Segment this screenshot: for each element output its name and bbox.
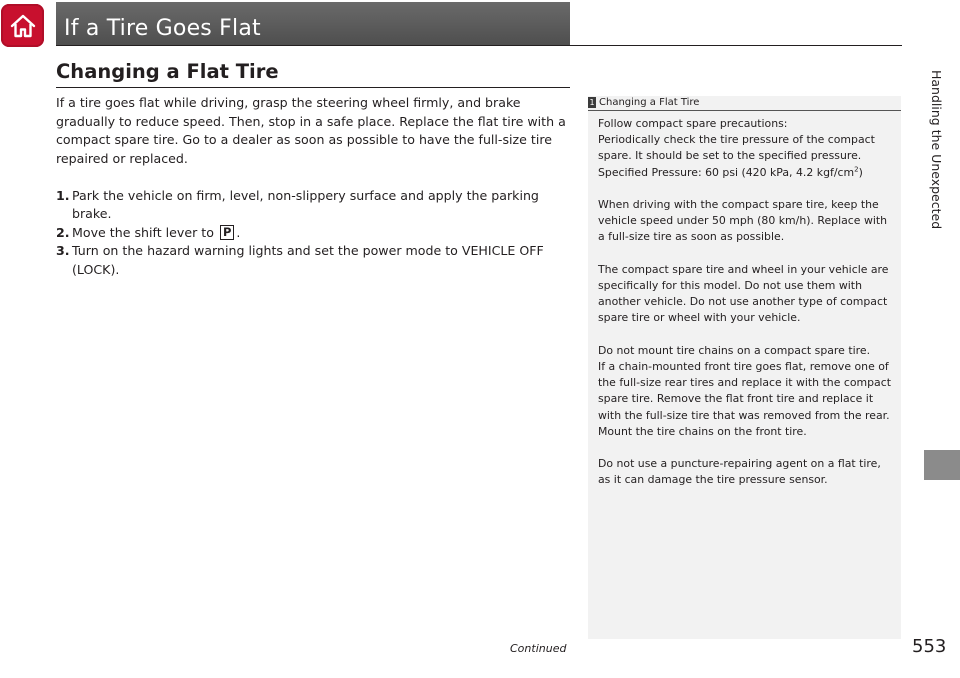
park-key-symbol: P: [220, 225, 234, 240]
home-button[interactable]: [1, 4, 44, 47]
step-item: [56, 242, 572, 279]
side-note-divider: [588, 110, 901, 111]
header-divider: [56, 45, 902, 46]
page-number: 553: [912, 636, 947, 657]
continued-label: Continued: [510, 642, 567, 655]
side-note-body: [598, 116, 894, 505]
note-line: Do not mount tire chains on a compact spare tire.: [598, 343, 871, 357]
step-text: Park the vehicle on firm, level, non-slippery surface and apply the parking brake.: [72, 187, 539, 221]
step-text: Turn on the hazard warning lights and set the power mode to VEHICLE OFF (LOCK).: [72, 243, 544, 277]
step-text-before: Move the shift lever to: [72, 224, 214, 240]
note-paragraph: The compact spare tire and wheel in your vehicle are specifically for this model. Do not use them with another vehicle. Do not use another type of compact spare tire or wheel with your vehicle.: [598, 262, 889, 325]
side-note-header: [588, 96, 901, 110]
note-line: ): [858, 165, 863, 179]
note-paragraph: [598, 116, 894, 181]
section-divider: [56, 87, 570, 88]
step-text: [72, 224, 572, 243]
note-line: Specified Pressure: 60 psi (420 kPa, 4.2 kgf/cm: [598, 165, 855, 179]
note-line: Follow compact spare precautions:: [598, 117, 788, 130]
note-superscript: 2: [854, 164, 859, 173]
step-item: [56, 187, 572, 224]
note-paragraph: When driving with the compact spare tire, keep the vehicle speed under 50 mph (80 km/h). Replace with a full-size tire as soon as possible.: [598, 198, 888, 244]
note-line: Periodically check the tire pressure of the compact spare. It should be set to the specified pressure.: [598, 133, 875, 163]
note-paragraph: [598, 343, 894, 440]
step-number: 2.: [56, 224, 70, 240]
page-title: If a Tire Goes Flat: [64, 16, 261, 41]
note-marker-icon: 1: [589, 98, 595, 107]
intro-paragraph: If a tire goes flat while driving, grasp the steering wheel firmly, and brake gradually to reduce speed. Then, stop in a safe place. Replace the flat tire with a compact spare tire. Go to a dealer as soon as possible to have the full-size tire repaired or replaced.: [56, 95, 566, 166]
side-note-panel: [588, 96, 901, 639]
chapter-side-tab[interactable]: Handling the Unexpected: [929, 70, 944, 230]
note-paragraph: Do not use a puncture-repairing agent on a flat tire, as it can damage the tire pressure sensor.: [598, 457, 881, 487]
step-list: [56, 187, 572, 280]
side-note-title[interactable]: Changing a Flat Tire: [599, 97, 700, 108]
step-number: 1.: [56, 187, 70, 203]
home-icon: [9, 12, 37, 40]
section-title: Changing a Flat Tire: [56, 60, 279, 83]
step-item: [56, 224, 572, 243]
chapter-tab-marker: [924, 450, 960, 480]
step-number: 3.: [56, 243, 70, 258]
step-text-after: .: [236, 224, 241, 240]
note-line: If a chain-mounted front tire goes flat, remove one of the full-size rear tires and replace it with the compact spare tire. Remove the flat front tire and replace it with the full-size tire that was removed from the rear. Mount the tire chains on the front tire.: [598, 360, 891, 438]
main-content: [56, 94, 572, 279]
